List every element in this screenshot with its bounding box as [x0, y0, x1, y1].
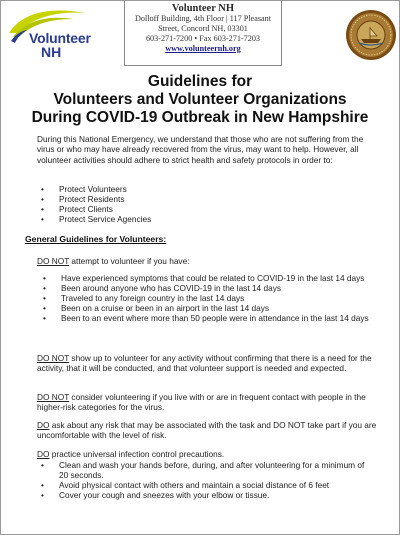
do-label: DO	[37, 449, 50, 459]
volunteer-nh-logo	[3, 3, 103, 63]
do-not-attempt-line	[37, 256, 190, 266]
title-line-3: During COVID-19 Outbreak in New Hampshire	[31, 109, 369, 126]
do-not-attempt-text: attempt to volunteer if you have:	[69, 256, 190, 266]
do-not-label: DO NOT	[37, 256, 70, 266]
title-line-2: Volunteers and Volunteer Organizations	[53, 91, 347, 108]
list-item: • Avoid physical contact with others and maintain a social distance of 6 feet	[37, 480, 367, 490]
list-item: • Protect Clients	[37, 204, 337, 214]
do-not-label: DO NOT	[37, 392, 70, 402]
do-not-consider-text: consider volunteering if you live with or are in frequent contact with people in the higher-risk categories for the virus.	[37, 392, 366, 413]
org-name: Volunteer NH	[171, 3, 235, 14]
state-seal-icon	[345, 9, 397, 61]
intro-paragraph: During this National Emergency, we understand that those who are not suffering from the virus or who may have already recovered from the virus, may want to help. However, all volunteer activities should adhere to strict health and safety protocols in order to:	[37, 134, 364, 165]
do-ask-text: ask about any risk that may be associated with the task and DO NOT take part if you are uncomfortable with the level of risk.	[37, 420, 377, 441]
general-guidelines-heading: General Guidelines for Volunteers:	[25, 234, 167, 244]
address-line-2: Street, Concord NH, 03301	[158, 24, 248, 33]
protect-list	[37, 184, 337, 224]
phone-fax: 603-271-7200 • Fax 603-271-7203	[145, 34, 261, 43]
do-not-label: DO NOT	[37, 353, 70, 363]
list-item: • Clean and wash your hands before, during, and after volunteering for a minimum of 20 seconds.	[37, 460, 367, 480]
logo-wordmark-nh: NH	[41, 44, 62, 60]
list-item: • Protect Service Agencies	[37, 214, 337, 224]
list-item: • Been around anyone who has COVID-19 in the last 14 days	[39, 283, 369, 293]
do-not-show-text: show up to volunteer for any activity without confirming that there is a need for the activity, that it will be conducted, and that volunteer support is needed and expected.	[37, 353, 372, 374]
hygiene-list	[37, 460, 367, 500]
contact-box	[124, 1, 282, 66]
do-not-show-up-paragraph	[37, 353, 377, 374]
list-item: • Have experienced symptoms that could be related to COVID-19 in the last 14 days	[39, 273, 369, 283]
symptom-list	[39, 273, 369, 323]
list-item: • Been to an event where more than 50 people were in attendance in the last 14 days	[39, 313, 369, 323]
do-not-consider-paragraph	[37, 392, 377, 413]
do-label: DO	[37, 420, 50, 430]
do-ask-paragraph	[37, 420, 377, 441]
list-item: • Been on a cruise or been in an airport in the last 14 days	[39, 303, 369, 313]
list-item: • Traveled to any foreign country in the last 14 days	[39, 293, 369, 303]
do-practice-paragraph	[37, 449, 377, 459]
list-item: • Protect Residents	[37, 194, 337, 204]
list-item: • Protect Volunteers	[37, 184, 337, 194]
title-line-1: Guidelines for	[147, 73, 253, 90]
website-link[interactable]: www.volunteernh.org	[165, 44, 241, 53]
list-item: • Cover your cough and sneezes with your elbow or tissue.	[37, 490, 367, 500]
document-title	[1, 73, 399, 127]
address-line-1: Dolloff Building, 4th Floor | 117 Pleasant	[134, 14, 272, 23]
do-practice-text: practice universal infection control precautions.	[49, 449, 225, 459]
logo-wordmark-volunteer: Volunteer	[29, 30, 91, 46]
